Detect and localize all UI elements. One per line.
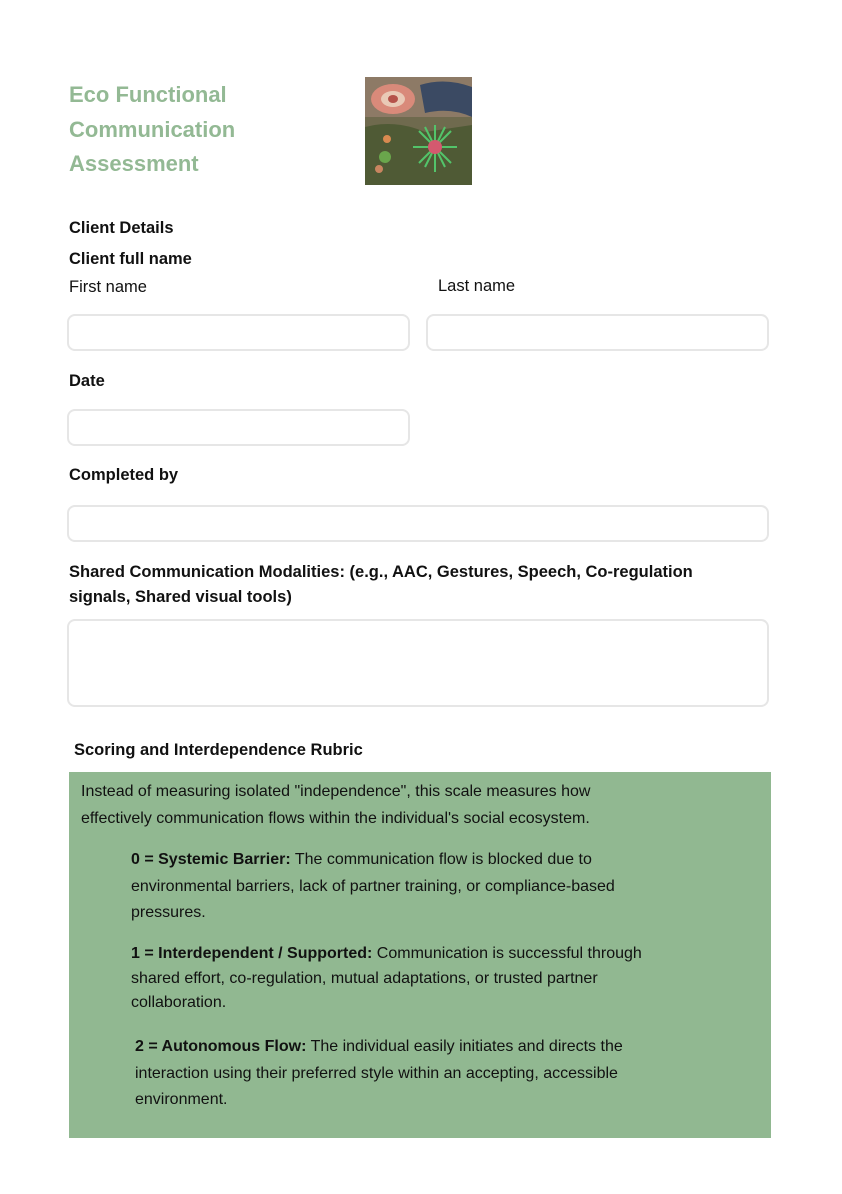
client-details-heading: Client Details bbox=[69, 219, 174, 237]
rubric-item-2-line-3: environment. bbox=[135, 1091, 228, 1108]
completed-by-field[interactable] bbox=[67, 505, 769, 542]
date-field[interactable] bbox=[67, 409, 410, 446]
title-line-1: Eco Functional bbox=[69, 82, 227, 107]
rubric-item-1-line-1: Communication is successful through bbox=[372, 945, 642, 962]
rubric-item-2-line-1: The individual easily initiates and directs the bbox=[306, 1038, 623, 1055]
rubric-item-1-term: 1 = Interdependent / Supported: bbox=[131, 945, 373, 962]
rubric-item-1-line-3: collaboration. bbox=[131, 994, 227, 1011]
flower-painting-image bbox=[365, 77, 472, 185]
rubric-item-0-term: 0 = Systemic Barrier: bbox=[131, 851, 291, 868]
client-full-name-label: Client full name bbox=[69, 250, 192, 268]
last-name-field[interactable] bbox=[426, 314, 769, 351]
title-line-3: Assessment bbox=[69, 151, 199, 176]
last-name-label: Last name bbox=[438, 277, 516, 295]
completed-by-label: Completed by bbox=[69, 466, 179, 484]
first-name-field[interactable] bbox=[67, 314, 410, 351]
rubric-heading: Scoring and Interdependence Rubric bbox=[74, 741, 363, 759]
rubric-box bbox=[69, 772, 771, 1138]
rubric-item-0-line-1: The communication flow is blocked due to bbox=[290, 851, 592, 868]
modalities-label bbox=[69, 560, 789, 610]
first-name-label: First name bbox=[69, 278, 147, 296]
modalities-label-line-2: signals, Shared visual tools) bbox=[69, 588, 292, 606]
rubric-intro-line-2: effectively communication flows within the individual's social ecosystem. bbox=[81, 809, 590, 827]
title-line-2: Communication bbox=[69, 116, 236, 142]
rubric-item-0-line-2: environmental barriers, lack of partner training, or compliance-based bbox=[131, 877, 615, 895]
rubric-item-1 bbox=[131, 942, 642, 1016]
rubric-intro bbox=[81, 779, 590, 832]
rubric-item-0 bbox=[131, 847, 615, 927]
rubric-intro-line-1: Instead of measuring isolated "independence", this scale measures how bbox=[81, 783, 591, 800]
rubric-item-1-line-2: shared effort, co-regulation, mutual adaptations, or trusted partner bbox=[131, 969, 598, 987]
rubric-item-0-line-3: pressures. bbox=[131, 904, 206, 921]
modalities-label-line-1: Shared Communication Modalities: (e.g., AAC, Gestures, Speech, Co-regulation bbox=[69, 563, 693, 581]
page-title bbox=[69, 78, 309, 182]
rubric-item-2-term: 2 = Autonomous Flow: bbox=[135, 1038, 307, 1055]
rubric-item-2-line-2: interaction using their preferred style within an accepting, accessible bbox=[135, 1064, 618, 1082]
date-label: Date bbox=[69, 372, 105, 390]
modalities-field[interactable] bbox=[67, 619, 769, 707]
rubric-item-2 bbox=[135, 1034, 623, 1114]
